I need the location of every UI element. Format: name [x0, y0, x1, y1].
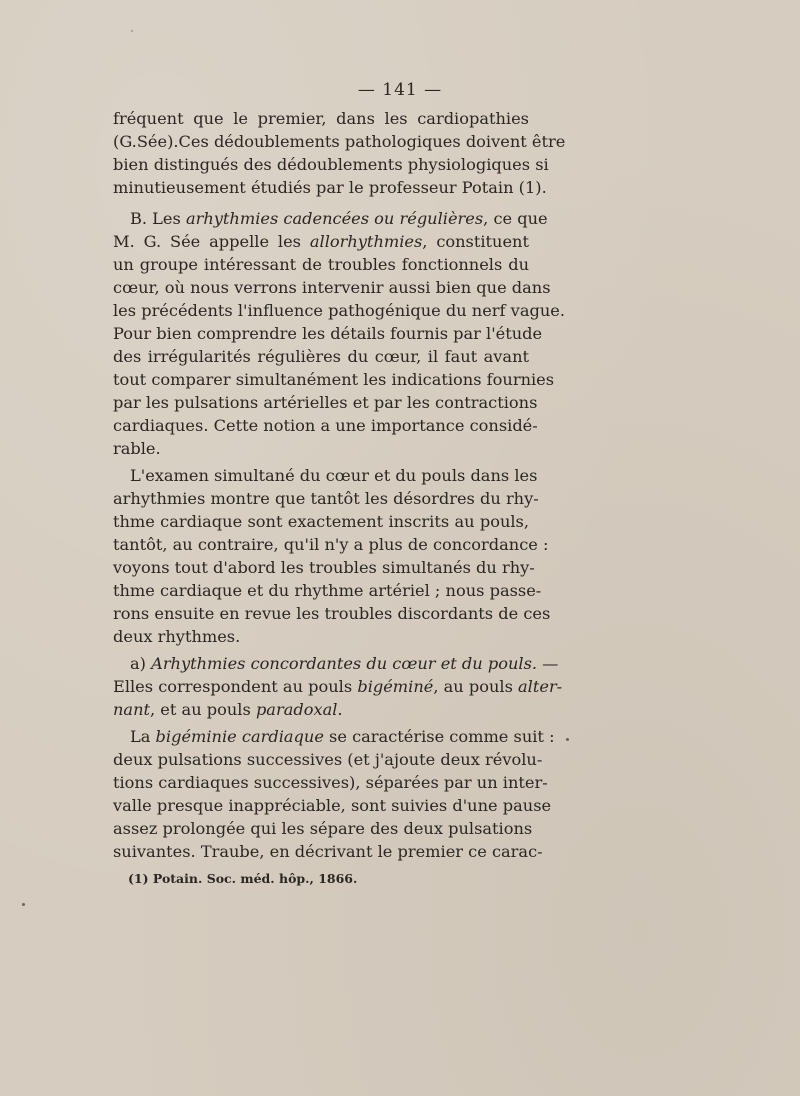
- text-span: La: [130, 727, 156, 746]
- italic-text: nant: [113, 700, 151, 719]
- text-line: [113, 253, 529, 276]
- paper-speck: [566, 738, 569, 741]
- paper-speck: [22, 903, 25, 906]
- text-span: L'examen simultané du cœur et du pouls dans les: [130, 466, 538, 485]
- text-span: minutieusement étudiés par le professeur Potain (1).: [113, 178, 547, 197]
- text-span: fréquent que le premier, dans les cardiopathies: [113, 109, 529, 128]
- text-span: B. Les: [130, 209, 186, 228]
- text-span: se caractérise comme suit :: [323, 727, 555, 746]
- text-line: [113, 391, 538, 414]
- text-span: tout comparer simultanément les indications fournies: [113, 370, 555, 389]
- text-span: valle presque inappréciable, sont suivies d'une pause: [113, 796, 552, 815]
- text-line: [113, 487, 539, 510]
- text-line: [113, 368, 555, 391]
- text-span: tantôt, au contraire, qu'il n'y a plus de concordance :: [113, 535, 549, 554]
- text-span: a): [130, 654, 152, 673]
- italic-text: bigéminie cardiaque: [155, 727, 324, 746]
- text-line: [113, 345, 529, 368]
- text-line: [113, 675, 563, 698]
- page-number: — 141 —: [357, 80, 443, 100]
- text-span: , constituent: [422, 232, 529, 251]
- italic-text: allorhythmies: [309, 232, 423, 251]
- text-line: [113, 107, 529, 130]
- text-span: rons ensuite en revue les troubles discordants de ces: [113, 604, 551, 623]
- text-span: rable.: [113, 439, 161, 458]
- text-span: —: [537, 654, 559, 673]
- footnote: (1) Potain. Soc. méd. hôp., 1866.: [128, 871, 358, 886]
- text-span: un groupe intéressant de troubles fonctionnels du: [113, 255, 529, 274]
- text-span: .: [337, 700, 343, 719]
- text-line: [113, 207, 548, 230]
- text-line: [113, 625, 529, 648]
- text-line: [113, 771, 548, 794]
- text-line: [113, 579, 542, 602]
- text-span: bien distingués des dédoublements physiologiques si: [113, 155, 549, 174]
- text-line: [113, 437, 529, 460]
- text-span: cardiaques. Cette notion a une importance considé-: [113, 416, 538, 435]
- italic-text: Arhythmies concordantes du cœur et du pouls.: [151, 654, 538, 673]
- text-line: [113, 414, 538, 437]
- text-span: , et au pouls: [150, 700, 256, 719]
- text-line: [113, 748, 543, 771]
- text-line: [113, 698, 529, 721]
- text-span: , au pouls: [433, 677, 519, 696]
- text-line: [113, 794, 552, 817]
- text-span: des irrégularités régulières du cœur, il faut avant: [113, 347, 529, 366]
- text-span: M. G. Sée appelle les: [113, 232, 310, 251]
- text-span: par les pulsations artérielles et par les contractions: [113, 393, 538, 412]
- paper-speck: [131, 30, 133, 32]
- text-span: voyons tout d'abord les troubles simultanés du rhy-: [113, 558, 535, 577]
- text-line: [113, 176, 547, 199]
- italic-text: arhythmies cadencées ou régulières: [185, 209, 484, 228]
- italic-text: paradoxal: [255, 700, 338, 719]
- text-span: thme cardiaque et du rhythme artériel ; nous passe-: [113, 581, 542, 600]
- text-line: [113, 817, 533, 840]
- text-line: [113, 556, 535, 579]
- text-line: [113, 602, 551, 625]
- text-line: [113, 840, 543, 863]
- text-span: deux rhythmes.: [113, 627, 241, 646]
- text-span: suivantes. Traube, en décrivant le premier ce carac-: [113, 842, 543, 861]
- text-line: [113, 276, 551, 299]
- text-line: [113, 130, 566, 153]
- text-line: [113, 464, 538, 487]
- italic-text: alter-: [518, 677, 563, 696]
- text-span: (G.Sée).Ces dédoublements pathologiques doivent être: [113, 132, 566, 151]
- text-span: les précédents l'influence pathogénique du nerf vague.: [113, 301, 565, 320]
- text-line: [113, 322, 543, 345]
- text-span: Elles correspondent au pouls: [113, 677, 358, 696]
- text-line: [113, 533, 549, 556]
- italic-text: bigéminé: [357, 677, 434, 696]
- text-line: [113, 652, 559, 675]
- text-line: [113, 299, 565, 322]
- text-line: [113, 153, 549, 176]
- text-span: Pour bien comprendre les détails fournis par l'étude: [113, 324, 543, 343]
- text-span: tions cardiaques successives), séparées par un inter-: [113, 773, 548, 792]
- text-span: assez prolongée qui les sépare des deux pulsations: [113, 819, 533, 838]
- text-span: deux pulsations successives (et j'ajoute deux révolu-: [113, 750, 543, 769]
- text-span: arhythmies montre que tantôt les désordres du rhy-: [113, 489, 539, 508]
- text-span: cœur, où nous verrons intervenir aussi bien que dans: [113, 278, 551, 297]
- body-text: [113, 107, 566, 863]
- text-line: [113, 230, 529, 253]
- text-span: , ce que: [483, 209, 548, 228]
- text-line: [113, 510, 529, 533]
- text-span: thme cardiaque sont exactement inscrits au pouls,: [113, 512, 529, 531]
- text-line: [113, 725, 555, 748]
